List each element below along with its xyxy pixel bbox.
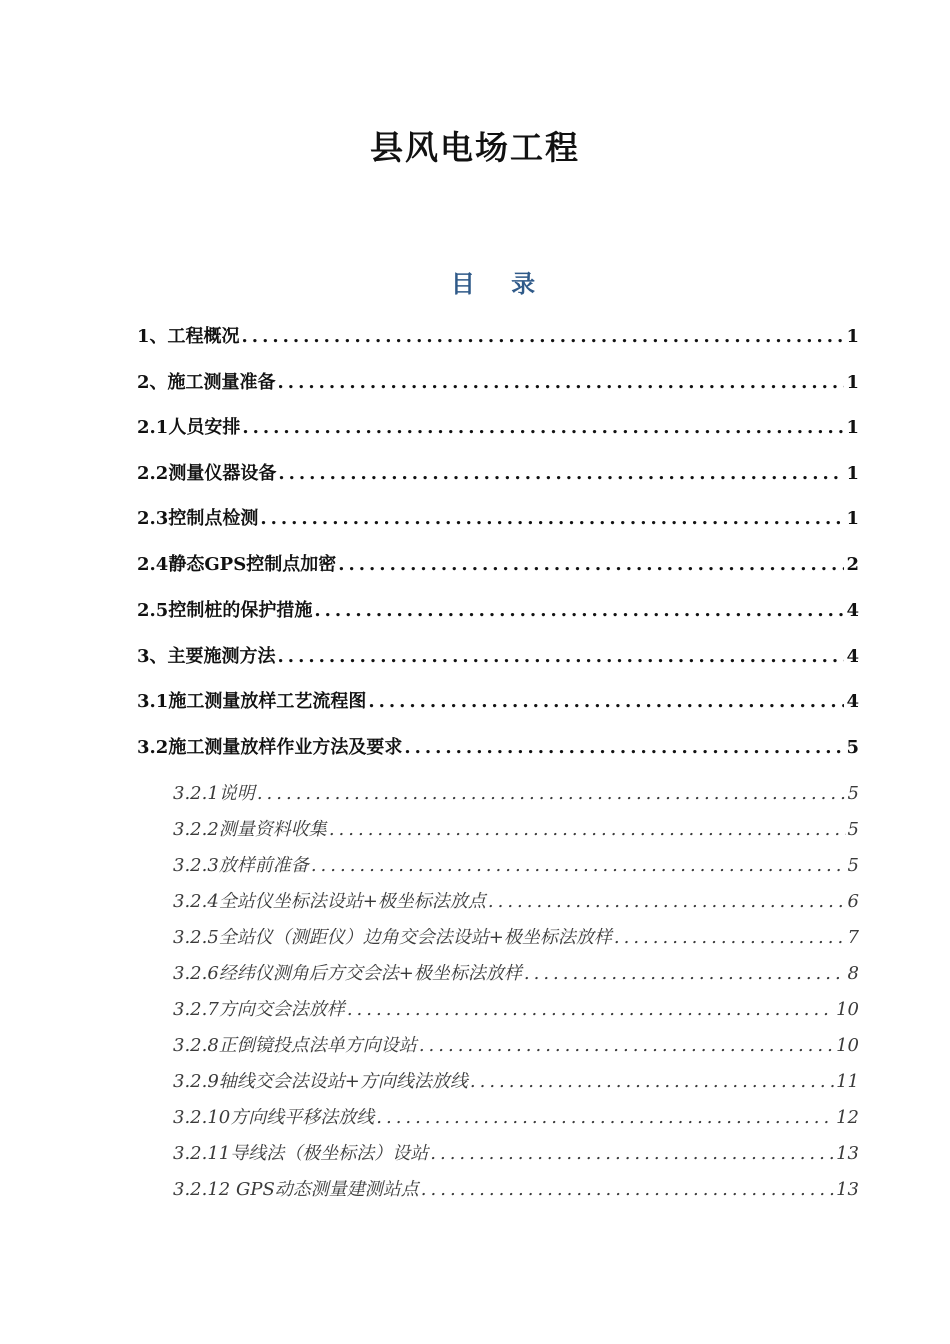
toc-entry[interactable] [137, 551, 859, 579]
toc-entry-label: 3.1施工测量放样工艺流程图 [137, 691, 367, 712]
toc-entry-label: 3.2.3放样前准备 [173, 855, 309, 876]
toc-entry-label: 2.4静态GPS控制点加密 [137, 554, 337, 575]
toc-entry-page: 13 [836, 1143, 859, 1164]
toc-entry-label: 3.2.10方向线平移法放线 [173, 1107, 375, 1128]
toc-entry-label: 3.2.1说明 [173, 783, 255, 804]
toc-leader-dots [347, 997, 834, 1023]
toc-entry[interactable] [137, 414, 859, 442]
toc-entry[interactable] [137, 323, 859, 351]
toc-leader-dots [242, 323, 845, 351]
toc-entry-label: 2.1人员安排 [137, 417, 241, 438]
document-title: 县风电场工程 [370, 128, 580, 167]
toc-entry-label: 2.3控制点检测 [137, 508, 259, 529]
toc-entry[interactable] [137, 369, 859, 397]
toc-leader-dots [421, 1177, 834, 1203]
toc-subentry[interactable] [173, 1033, 859, 1059]
toc-subentry[interactable] [173, 1141, 859, 1167]
toc-leader-dots [311, 853, 846, 879]
toc-leader-dots [242, 414, 844, 442]
toc-entry-page: 12 [836, 1107, 859, 1128]
toc-entry-label: 2.2测量仪器设备 [137, 463, 277, 484]
toc-entry-label: 3.2.7方向交会法放样 [173, 999, 345, 1020]
toc-entry-label: 3.2.9轴线交会法设站+方向线法放线 [173, 1071, 468, 1092]
toc-subentry[interactable] [173, 853, 859, 879]
toc-entry-page: 2 [846, 554, 859, 575]
toc-entry-page: 1 [846, 417, 859, 438]
toc-leader-dots [524, 961, 846, 987]
toc-entry-page: 4 [846, 600, 859, 621]
toc-leader-dots [614, 925, 846, 951]
toc-entry-page: 7 [847, 927, 859, 948]
toc-entry-page: 6 [847, 891, 859, 912]
toc-entry-label: 3.2.5全站仪（测距仪）边角交会法设站+极坐标法放样 [173, 927, 612, 948]
toc-leader-dots [488, 889, 846, 915]
toc-leader-dots [430, 1141, 834, 1167]
toc-entry-label: 3.2.11导线法（极坐标法）设站 [173, 1143, 429, 1164]
toc-entry-page: 4 [846, 646, 859, 667]
toc-entry[interactable] [137, 460, 859, 488]
toc-subentry[interactable] [173, 1177, 859, 1203]
toc-entry-page: 5 [846, 737, 859, 758]
toc-entry-label: 3、主要施测方法 [137, 646, 276, 667]
toc-entry[interactable] [137, 734, 859, 762]
toc-entry-label: 3.2.6经纬仪测角后方交会法+极坐标法放样 [173, 963, 522, 984]
toc-entry-page: 1 [846, 508, 859, 529]
toc-subentry[interactable] [173, 997, 859, 1023]
toc-entry[interactable] [137, 505, 859, 533]
toc-entry-page: 1 [846, 326, 859, 347]
toc-leader-dots [419, 1033, 834, 1059]
toc-entry-page: 1 [846, 463, 859, 484]
toc-entry-label: 1、工程概况 [137, 326, 240, 347]
toc-subentry[interactable] [173, 781, 859, 807]
toc-entry-label: 3.2施工测量放样作业方法及要求 [137, 737, 403, 758]
toc-entry[interactable] [137, 597, 859, 625]
toc-entry-label: 2.5控制桩的保护措施 [137, 600, 313, 621]
toc-leader-dots [376, 1105, 834, 1131]
toc-leader-dots [260, 505, 844, 533]
toc-heading: 目 录 [450, 269, 550, 298]
toc-leader-dots [329, 817, 846, 843]
toc-entry-label: 3.2.4全站仪坐标法设站+极坐标法放点 [173, 891, 486, 912]
toc-entry-page: 4 [846, 691, 859, 712]
toc-entry[interactable] [137, 688, 859, 716]
toc-subentry[interactable] [173, 889, 859, 915]
toc-leader-dots [368, 688, 844, 716]
toc-entry-page: 13 [836, 1179, 859, 1200]
toc-entry-label: 3.2.12 GPS动态测量建测站点 [173, 1179, 419, 1200]
toc-leader-dots [338, 551, 844, 579]
toc-entry-page: 10 [836, 999, 859, 1020]
toc-subentry[interactable] [173, 925, 859, 951]
toc-leader-dots [404, 734, 844, 762]
toc-entry-page: 11 [836, 1071, 859, 1092]
toc-subentry[interactable] [173, 817, 859, 843]
toc-entry-page: 8 [847, 963, 859, 984]
toc-leader-dots [257, 781, 846, 807]
toc-subentry[interactable] [173, 1105, 859, 1131]
toc-entry-page: 5 [847, 783, 859, 804]
toc-entry[interactable] [137, 643, 859, 671]
toc-subentry[interactable] [173, 1069, 859, 1095]
toc-leader-dots [278, 369, 845, 397]
toc-entry-label: 3.2.2测量资料收集 [173, 819, 327, 840]
toc-subentry[interactable] [173, 961, 859, 987]
toc-entry-label: 3.2.8正倒镜投点法单方向设站 [173, 1035, 417, 1056]
toc-entry-page: 5 [847, 819, 859, 840]
toc-leader-dots [278, 460, 844, 488]
toc-entry-page: 5 [847, 855, 859, 876]
toc-leader-dots [278, 643, 845, 671]
toc-leader-dots [470, 1069, 834, 1095]
toc-entry-label: 2、施工测量准备 [137, 372, 276, 393]
toc-leader-dots [314, 597, 844, 625]
toc-entry-page: 1 [846, 372, 859, 393]
toc-entry-page: 10 [836, 1035, 859, 1056]
